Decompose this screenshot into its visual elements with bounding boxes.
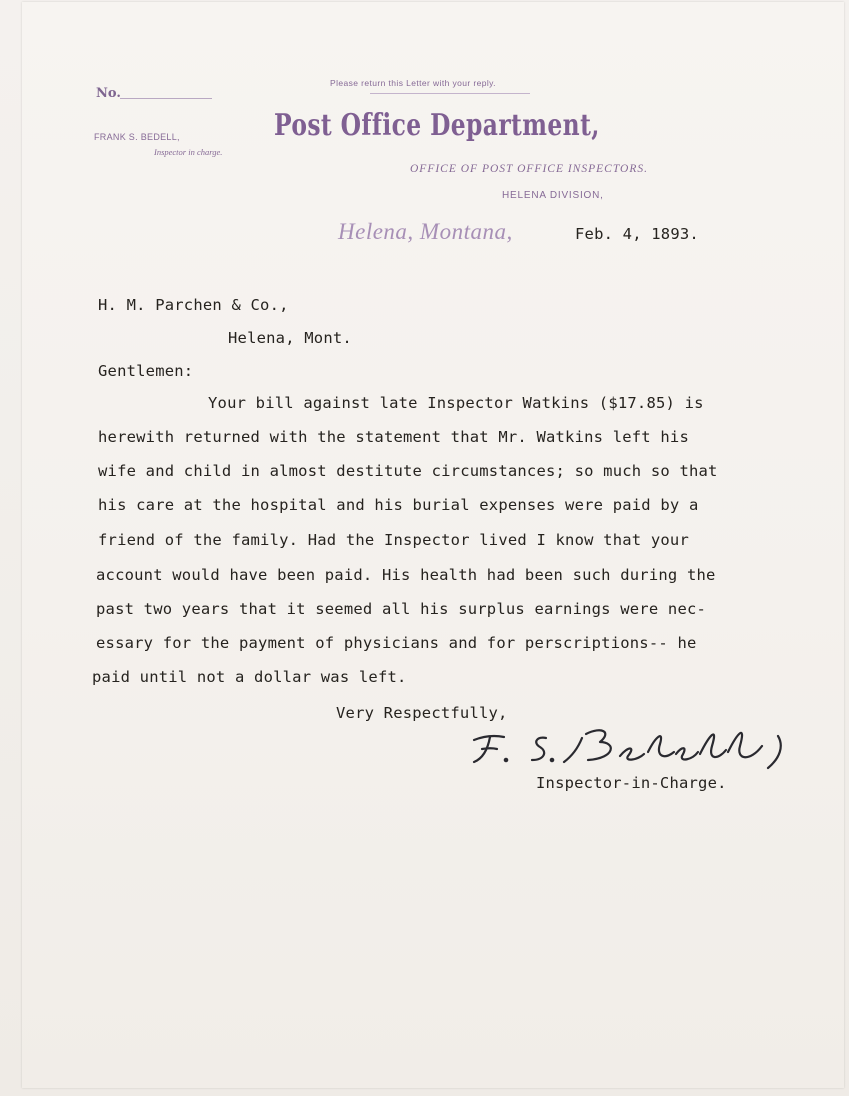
return-note-rule: [370, 93, 530, 94]
inspector-name: FRANK S. BEDELL,: [94, 132, 180, 142]
inspector-title: Inspector in charge.: [154, 147, 223, 157]
place-line: Helena, Montana,: [338, 219, 513, 244]
body-line: herewith returned with the statement that Mr. Watkins left his: [98, 428, 689, 446]
return-note: Please return this Letter with your reply.: [330, 78, 496, 88]
body-line: friend of the family. Had the Inspector lived I know that your: [98, 531, 689, 549]
letter-date: Feb. 4, 1893.: [575, 225, 699, 243]
salutation: Gentlemen:: [98, 362, 194, 380]
number-line: [120, 98, 212, 99]
signer-title: Inspector-in-Charge.: [536, 774, 727, 792]
body-line: paid until not a dollar was left.: [92, 668, 407, 686]
signature: [460, 718, 812, 778]
recipient-city: Helena, Mont.: [228, 329, 352, 347]
body-line: his care at the hospital and his burial expenses were paid by a: [98, 496, 699, 514]
office-subtitle: OFFICE OF POST OFFICE INSPECTORS.: [410, 163, 648, 175]
recipient-name: H. M. Parchen & Co.,: [98, 296, 289, 314]
body-line: Your bill against late Inspector Watkins ($17.85) is: [208, 394, 704, 412]
number-label: No.: [96, 86, 121, 101]
body-line: account would have been paid. His health had been such during the: [96, 566, 716, 584]
body-line: wife and child in almost destitute circumstances; so much so that: [98, 462, 718, 480]
closing: Very Respectfully,: [336, 704, 508, 722]
body-line: past two years that it seemed all his surplus earnings were nec-: [96, 600, 707, 618]
division-label: HELENA DIVISION,: [502, 190, 604, 201]
department-title: Post Office Department,: [274, 108, 600, 143]
letter-sheet: [22, 2, 844, 1088]
body-line: essary for the payment of physicians and for perscriptions-- he: [96, 634, 697, 652]
